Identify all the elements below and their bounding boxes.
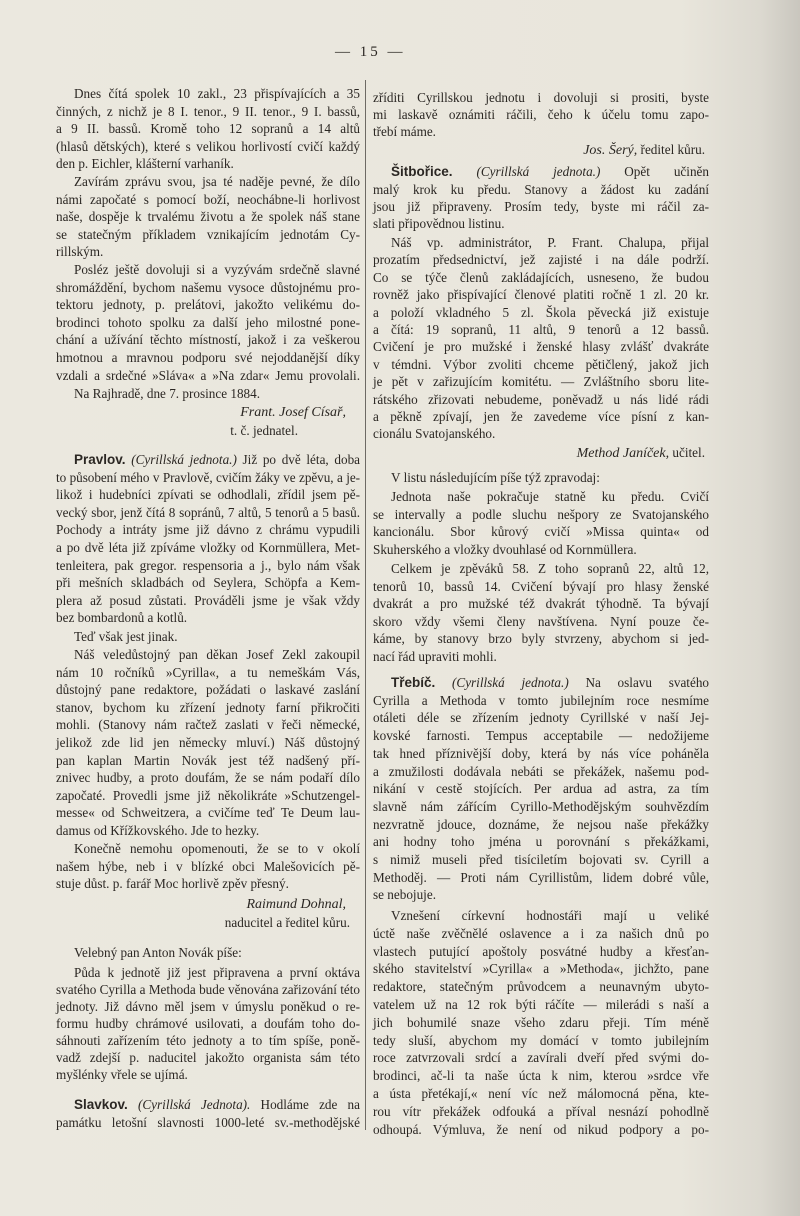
organization-label: (Cyrillská jednota.) — [476, 164, 601, 179]
text-line: a položí vkladného 5 zl. Škola pěvecká již existuje — [373, 304, 709, 320]
paragraph-body — [373, 181, 709, 232]
text-line: bez bombardonů a kotlů. — [56, 610, 188, 626]
text-line: prozatím předsednictví, jež zajisté i na dále podrží. — [373, 252, 709, 268]
place-name: Pravlov. — [74, 452, 126, 467]
text-line: jednoty. Již dávno měl jsem v úmyslu poněkud o re- — [56, 999, 360, 1014]
text-line: důstojný pane redaktore, požádati o laskavé zaslání — [56, 682, 360, 698]
text-line: to působení mého v Pravlově, cvičím žáky ve zpěvu, a je- — [56, 469, 360, 485]
text-line: tektoru jednoty, p. prelátovi, jakožto velikému do- — [56, 297, 360, 313]
text-line: vadž zdejší p. naducitel jakožto organista sám této — [56, 1050, 360, 1065]
report-slavkov — [56, 1096, 360, 1131]
text-line: myšlénky vřele se ujímá. — [56, 1067, 188, 1082]
signature-name: Raimund Dohnal, — [246, 897, 346, 912]
signature — [373, 141, 709, 160]
signature — [56, 895, 360, 931]
text-line: Pochody a intráty jsme již dávno z chrámu vypudili — [56, 522, 360, 538]
signature-title: ředitel kůru. — [640, 142, 705, 157]
text-line: a 9 II. bassů. Kromě toho 12 sopranů a 14 altů — [56, 121, 360, 137]
text-line: hmotnou a mravnou podporu své nejoddanější díky — [56, 349, 360, 365]
signature-title: učitel. — [672, 445, 705, 460]
text-line: pan kaplan Martin Novák jest též nadšený pří- — [56, 752, 360, 768]
paragraph — [56, 261, 360, 384]
paragraph — [56, 840, 360, 893]
text-line: s nimiž museli před tisíciletím bojovati sv. Cyrill a — [373, 852, 709, 868]
text-line: otáleti déle se zřízením jednoty Cyrillské v naší Jej- — [373, 710, 709, 726]
text-line: naše, dospěje k trvalému životu a že spolek náš stane — [56, 209, 360, 225]
paragraph — [373, 488, 709, 558]
text-line: se statečným příkladem vznikajícím jednotám Cy- — [56, 226, 360, 242]
text-line: Skuherského a vložky dvouhlasé od Kornmüllera. — [373, 541, 637, 557]
paragraph — [56, 85, 360, 173]
text-line: stanov, bychom ku zřízení jednoty farní přikročiti — [56, 699, 360, 715]
text-line: formu hudby chrámové usilovati, a doufám toho do- — [56, 1016, 360, 1031]
text-line: odhoupá. Výmluva, že není od nikud podpory a po- — [373, 1121, 709, 1137]
text-line: shromáždění, bychom našemu vysoce důstojnému pro- — [56, 279, 360, 295]
text-line: plera až posud zůstati. Prováděli jsme je však vždy — [56, 592, 360, 608]
text-line: vzdali a srdečné »Sláva« a »Na zdar« Jemu provolali. — [56, 367, 360, 383]
text-line: Konečně nemohu opomenouti, že se to v okolí — [74, 841, 360, 856]
text-line: skoro vždy všemi členy navštívena. Nyní pouze če- — [373, 613, 709, 629]
paragraph — [373, 560, 709, 666]
text-line: nací řád upraviti mohli. — [373, 648, 497, 664]
report-heading: Šitbořice. (Cyrillská jednota.) Opět učiněn — [391, 164, 709, 179]
text-line: a zmužilosti dodávala nebáti se překážek, našemu pod- — [373, 763, 709, 779]
text-line: damus od Křížkovského. Jde to hezky. — [56, 822, 260, 838]
place-name: Třebíč. — [391, 675, 436, 690]
paragraph — [373, 234, 709, 443]
column-divider — [365, 80, 366, 1130]
text-line: vlastech putující apoštoly posvátné hudby a křesťan- — [373, 943, 709, 959]
text-line: kancionálu. Sbor kůrový cvičí »Missa quinta« od — [373, 524, 709, 540]
text-line: činných, z nichž je 8 I. tenor., 9 II. tenor., 9 I. bassů, — [56, 103, 360, 119]
text-line: našem hýbe, neb i v blízké obci Malešovicích pě- — [56, 858, 360, 874]
text-line: jsou již připraveny. Prosím tedy, byste mi ráčil za- — [373, 198, 709, 214]
text-line: Teď však jest jinak. — [74, 629, 178, 644]
text-line: Cvičení je pro mužské i ženské hlasy zvlášť dvakráte — [373, 339, 709, 355]
text-line: dvakrát a pro mužské též dvakrát týhodně. Ta bývají — [373, 596, 709, 612]
text-line: ského stavitelství »Cyrilla« a »Methoda«, jichžto, pane — [373, 961, 709, 977]
text-line: likož i hudebníci zpívati se odhodlali, zřídil jsem pě- — [56, 487, 360, 503]
text-line: messe« od Schweitzera, a cvičíme teď Te Deum lau- — [56, 805, 360, 821]
paragraph-body — [56, 469, 360, 627]
text-line: cionálu Svatojanského. — [373, 426, 496, 442]
text-line: Zavírám zprávu svou, jsa té naděje pevné, že dílo — [74, 174, 360, 189]
text-line: úctě naše zvěčnělé oslavence a i za našich dnů po — [373, 925, 709, 941]
text-line: započaté. Provedli jsme již několikráte »Schutzengel- — [56, 787, 360, 803]
text-line: káme, by stanovy brzo byly stvrzeny, abychom si jed- — [373, 631, 709, 647]
report-sitborice — [373, 163, 709, 232]
text-line: (hlasů dětských), které s velikou horlivostí cvičí každý — [56, 138, 360, 154]
signature-name: Frant. Josef Císař, — [240, 405, 346, 420]
paragraph — [56, 173, 360, 261]
text-line: je pět v zařizujícím komitétu. — Zvláštního sboru lite- — [373, 374, 709, 390]
text-line: tenorů 10, bassů 14. Cvičení bývají pro hlasy ženské — [373, 578, 709, 594]
text-line: kovské farnosti. Tempus acceptabile — nedožijeme — [373, 728, 709, 744]
text-line: zříditi Cyrillskou jednotu i dovoluji si prositi, byste — [373, 90, 709, 105]
text-line: roce zatvrzovali srdcí a zavírali dveří před svými do- — [373, 1050, 709, 1066]
text-line: tenleitera, pak gregor. respensoria a j., bylo nám však — [56, 557, 360, 573]
text-line: tedy sluší, abychom my domácí v tomto jubilejním — [373, 1032, 709, 1048]
text-line: brodinci, ač-li ta naše úcta k nim, kterou »srdce vře — [373, 1068, 709, 1084]
text-line: Cyrilla a Methoda v tomto jubilejním roce nesmíme — [373, 692, 709, 708]
text-line: nám 10 ročníků »Cyrilla«, a tu nemeškám Vás, — [56, 664, 360, 680]
text-line: jelikož zde lid jen německy mluví.) Náš důstojný — [56, 734, 360, 750]
text-line: a čítá: 19 sopranů, 11 altů, 9 tenorů a 12 bassů. — [373, 322, 709, 338]
text-line: Jednota naše pokračuje statně ku předu. Cvičí — [391, 489, 709, 504]
text-line: Celkem je zpěváků 58. Z toho sopranů 22, altů 12, — [391, 561, 709, 576]
text-line: vatelem už na 12 rok býti ráčíte — milerádi s naší a — [373, 996, 709, 1012]
organization-label: (Cyrillská jednota.) — [131, 452, 237, 467]
dateline: Na Rajhradě, dne 7. prosince 1884. — [74, 386, 261, 401]
text-line: Půda k jednotě již jest připravena a první oktáva — [74, 965, 360, 980]
text-line: chání a užívání těchto místností, jakož i za veškerou — [56, 332, 360, 348]
paragraph — [56, 646, 360, 840]
paragraph — [56, 964, 360, 1083]
signature-name: Jos. Šerý, — [583, 143, 638, 158]
organization-label: (Cyrillská Jednota). — [137, 1097, 251, 1112]
text-line: třebí máme. — [373, 124, 436, 139]
signature — [56, 403, 360, 439]
text-line: tak hned příznivější doby, která by nás více poháněla — [373, 745, 709, 761]
signature — [373, 444, 709, 463]
text-line: slavně nám zářícím Cyrillo-Methodějským souhvězdím — [373, 798, 709, 814]
text-line: Posléz ještě dovoluji si a vyzývám srdečně slavné — [74, 262, 360, 277]
text-line: se intervally a podle sluchu nešpory ze Svatojanského — [373, 506, 709, 522]
page-number: — 15 — — [335, 44, 406, 60]
text-line: Vznešení církevní hodnostáři mají u veliké — [391, 908, 709, 923]
text-line: Dnes čítá spolek 10 zakl., 23 přispívajících a 35 — [74, 86, 360, 101]
text-line: brodinci tohoto spolku za další jeho milostné pone- — [56, 314, 360, 330]
text-line: rillským. — [56, 244, 104, 260]
signature-title: naducitel a ředitel kůru. — [224, 914, 350, 930]
text-line: rou vítr překážek odfouká a příval nesnází pohodlně — [373, 1103, 709, 1119]
report-trebic — [373, 674, 709, 904]
paragraph — [56, 628, 360, 646]
text-line: vecký sbor, jenž čítá 8 sopránů, 7 altů, 5 tenorů a 5 basů. — [56, 504, 360, 520]
text-line: rátského zřizovati nebudeme, poněvadž u nás lidé rádi — [373, 391, 709, 407]
report-pravlov — [56, 451, 360, 627]
text-line: redaktore, statečným průvodcem a neunavným ubyto- — [373, 979, 709, 995]
text-line: nezvratně jdouce, doznáme, že nejsou naše překážky — [373, 816, 709, 832]
letter-intro: V listu následujícím píše týž zpravodaj: — [391, 470, 600, 485]
text-line: Methoděj. — Proti nám Cyrillistům, lidem dobré vůle, — [373, 869, 709, 885]
signature-title: t. č. jednatel. — [230, 422, 298, 438]
text-line: Co se týče členů zakládajících, usneseno, že budou — [373, 269, 709, 285]
text-line: jich bohumilé snaze všeho zdaru přeji. Tím méně — [373, 1014, 709, 1030]
text-line: při mešních skladbách od Seylera, Schöpfa a Kem- — [56, 575, 360, 591]
text-line: v témdni. Výbor zvoliti chceme pětičlený, jakož jich — [373, 356, 709, 372]
text-line: a ústa přetékají,« není víc než málomocná pěna, kte- — [373, 1085, 709, 1101]
text-line: námi započaté s pomocí boží, neochábne-li horlivost — [56, 191, 360, 207]
text-line: stuje důst. p. farář Moc horlivě zpěv přesný. — [56, 876, 289, 892]
text-line: nikání v cestě stojících. Per ardua ad astra, za tím — [373, 781, 709, 797]
organization-label: (Cyrillská jednota.) — [452, 675, 569, 690]
text-line: malý krok ku předu. Stanovy a žádost ku zadání — [373, 181, 709, 197]
paragraph-body — [373, 692, 709, 904]
text-line: památku letošní slavnosti 1000-leté sv.-methodějské — [56, 1114, 360, 1130]
text-line: mohli. (Stanovy nám račtež zaslati v řeči německé, — [56, 717, 360, 733]
report-heading: Slavkov. (Cyrillská Jednota). Hodláme zde na — [74, 1097, 361, 1112]
signature-name: Method Janíček, — [576, 446, 670, 461]
text-line: svatého Cyrilla a Methoda bude věnována zařizování této — [56, 982, 360, 997]
text-line: znivec hudby, a proto doufám, že se nám podaří dílo — [56, 770, 360, 786]
text-line: a pěkně zpívají, jen že zavedeme více písní z kan- — [373, 409, 709, 425]
text-line: Náš veledůstojný pan děkan Josef Zekl zakoupil — [74, 647, 360, 662]
paragraph — [373, 907, 709, 1138]
paragraph-body — [56, 1114, 360, 1132]
text-line: Náš vp. administrátor, P. Frant. Chalupa, přijal — [391, 235, 709, 250]
report-heading: Třebíč. (Cyrillská jednota.) Na oslavu svatého — [391, 675, 710, 690]
text-line: a po dvě léta již zpíváme vložky od Kornmüllera, Met- — [56, 539, 360, 555]
place-name: Šitbořice. — [391, 164, 453, 179]
place-name: Slavkov. — [74, 1097, 128, 1112]
text-line: sáhnouti zařízením této jednoty a to tím spíše, poně- — [56, 1033, 360, 1048]
text-line: ani hodny toho jména u porovnání s překážkami, — [373, 834, 709, 850]
paragraph — [373, 89, 709, 140]
text-line: mi laskavě oznámiti ráčili, čeho k účelu tomu zapo- — [373, 107, 709, 122]
report-heading: Pravlov. (Cyrillská jednota.) Již po dvě léta, doba — [74, 452, 361, 467]
letter-intro: Velebný pan Anton Novák píše: — [74, 945, 242, 960]
text-line: slati připovědnou listinu. — [373, 215, 505, 231]
text-line: rovněž jako přispívající členové platiti ročně 1 zl. 20 kr. — [373, 287, 709, 303]
text-line: den p. Eichler, klášterní varhaník. — [56, 156, 234, 172]
text-line: se nebojuje. — [373, 887, 436, 903]
